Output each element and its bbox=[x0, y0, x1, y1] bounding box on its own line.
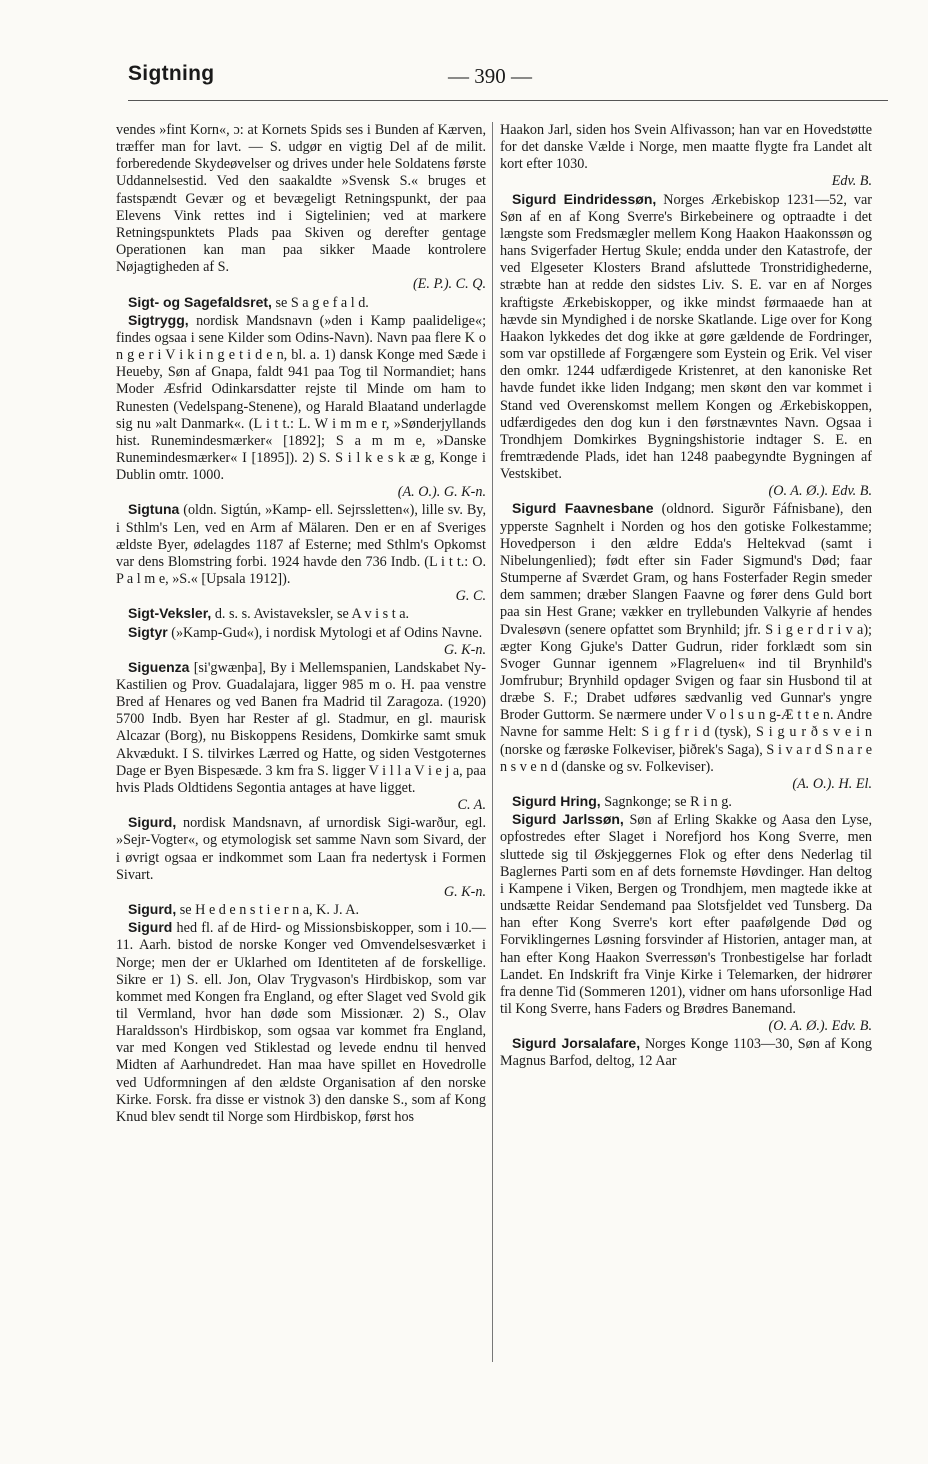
dictionary-entry bbox=[116, 122, 486, 294]
dictionary-entry bbox=[116, 659, 486, 814]
entry-text: Sagnkonge; se R i n g. bbox=[604, 794, 732, 811]
dictionary-entry bbox=[500, 191, 872, 501]
entry-headword: Sigt- og Sagefaldsret, bbox=[128, 293, 272, 310]
dictionary-entry bbox=[116, 605, 486, 623]
entry-headword: Sigurd Hring, bbox=[512, 793, 601, 810]
entry-headword: Sigt-Veksler, bbox=[128, 605, 212, 622]
entry-text: se H e d e n s t i e r n a, K. J. A. bbox=[179, 902, 360, 919]
entry-text: Haakon Jarl, siden hos Svein Alfivasson; han var en Hovedstøtte for det danske Vælde i Norge, men maatte flygte fra Landet alt kort efter 1030. bbox=[500, 122, 872, 173]
page-header bbox=[128, 62, 888, 98]
page-number: — 390 — bbox=[448, 64, 532, 88]
running-title: Sigtning bbox=[128, 62, 215, 85]
entry-text: d. s. s. Avistaveksler, se A v i s t a. bbox=[214, 606, 410, 623]
author-signature: (O. A. Ø.). Edv. B. bbox=[768, 483, 872, 500]
author-signature: (A. O.). G. K-n. bbox=[397, 484, 486, 501]
right-column bbox=[500, 122, 872, 1071]
author-signature: G. K-n. bbox=[443, 883, 486, 900]
author-signature: Edv. B. bbox=[831, 173, 872, 190]
entry-headword: Sigtyr bbox=[128, 623, 168, 640]
column-divider bbox=[492, 122, 493, 1362]
dictionary-entry bbox=[116, 901, 486, 919]
dictionary-entry bbox=[116, 624, 486, 659]
entry-headword: Siguenza bbox=[128, 658, 190, 675]
entry-headword: Sigtuna bbox=[128, 501, 180, 518]
entry-text: (oldn. Sigtún, »Kamp- ell. Sejrssletten«), lille sv. By, i Sthlm's Len, ved en Arm af Mälaren. Den er en af Sveriges ældste Byer, ødelagdes 1187 af Esterne; med Sthlm's Opkomst var dens Blomstring forbi. 1924 havde den 736 Indb. (L i t t.: O. P a l m e, »S.« [Upsala 1912]). bbox=[116, 502, 487, 588]
entry-headword: Sigtrygg, bbox=[128, 311, 189, 328]
entry-text: nordisk Mandsnavn, af urnordisk Sigi-warður, egl. »Sejr-Vogter«, og etymologisk set samme Navn som Sivard, der i øvrigt ogsaa er indkommet som Laan fra nedertysk i Formen Sivart. bbox=[116, 815, 487, 883]
left-column bbox=[116, 122, 486, 1126]
entry-text: se S a g e f a l d. bbox=[275, 294, 369, 311]
entry-headword: Sigurd Faavnesbane bbox=[512, 500, 654, 517]
entry-text: (»Kamp-Gud«), i nordisk Mytologi et af Odins Navne. bbox=[171, 624, 483, 641]
entry-text: Søn af Erling Skakke og Aasa den Lyse, opfostredes efter Slaget i Norefjord hos Kong Sverre, men sluttede sig til Øskjeggernes Flok og efter dens Nederlag til Baglernes Parti som en af dets fornemste Høvdinger. Han deltog i Kampene i Viken, Bergen og Trondhjem, men magtede ikke at undsætte Reidar Sendemand paa Slotsfjeldet ved Tunsberg. Da han efter Kong Sverre's kort efter paafølgende Død og Forviklingernes Løsning forsvinder af Historien, antager man, at han efter Kong Haakon Sverressøn's Tronbestigelse har forladt Landet. En Indskrift fra Vinje Kirke i Telemarken, der hidrører fra denne Tid (Sommeren 1201), vidner om hans uforsonlige Had til Kong Sverre, hans Faders og Brødres Banemand. bbox=[500, 812, 873, 1017]
header-rule bbox=[128, 100, 888, 101]
dictionary-entry bbox=[116, 294, 486, 312]
entry-text: hed fl. af de Hird- og Missionsbiskopper, som i 10.—11. Aarh. bistod de norske Konger ved Omvendelsesværket i Norge; men der er Uklarhed om Identiteten af de forskellige. Sikre er 1) S. ell. Jon, Olav Trygvason's Hirdbiskop, som var kommet med Kongen fra England, og efter Slaget ved Svold gik til Vermland, hvor han døde som Missionær. 2) S., Olav Haraldsson's Hirdbiskop, som ogsaa var kommet fra England, var med Kongen ved Stiklestad og levede endnu til henved Midten af Aarhundredet. Han maa have spillet en Hovedrolle ved Udformningen af den ældste Organisation af den norske Kirke. Forsk. fra disse er vistnok 3) den danske S., som af Kong Knud blev sendt til Norge som Hirdbiskop, først hos bbox=[116, 920, 486, 1125]
dictionary-entry bbox=[500, 122, 872, 191]
author-signature: G. K-n. bbox=[443, 641, 486, 658]
entry-text: (oldnord. Sigurðr Fáfnisbane), den ypperste Sagnhelt i Norden og hos den gotiske Folkestamme; Hovedperson i den ældre Edda's Heltekvad (samt i Nibelungenlied); født efter sin Fader Sigmund's Død; faar Stumperne af Sværdet Gram, og hans Fosterfader Regin smeder dem sammen; dræber Slangen Faavne og fører dens Guld bort paa sin Hest Grane; vækker en tryllebunden Valkyrie af hendes Dvalesøvn (senere opfattet som Brynhild; jfr. S i g e r d r i v a); ægter Kong Gjuke's Datter Gudrun, rider forklædt som sin Svoger Gunnar igennem »Flagreluen« ind til Brynhild's Jomfrubur; Brynhild opdager Svigen og faar sin Husbond til at dræbe S. F.; Drabet udføres sædvanlig ved Gunnar's yngre Broder Guttorm. Se nærmere under V o l s u n g-Æ t t e n. Andre Navne for samme Helt: S i g f r i d (tysk), S i g u r ð s v e i n (norske og færøske Folkeviser, þiðrek's Saga), S i v a r d S n a r e n s v e n d (danske og sv. Folkeviser). bbox=[500, 501, 872, 775]
dictionary-entry bbox=[116, 312, 486, 502]
author-signature: (O. A. Ø.). Edv. B. bbox=[768, 1018, 872, 1035]
author-signature: (E. P.). C. Q. bbox=[412, 276, 486, 293]
author-signature: G. C. bbox=[455, 588, 486, 605]
dictionary-entry bbox=[116, 919, 486, 1126]
entry-headword: Sigurd, bbox=[128, 814, 177, 831]
entry-text: Norges Konge 1103—30, Søn af Kong Magnus Barfod, deltog, 12 Aar bbox=[500, 1036, 872, 1070]
entry-headword: Sigurd bbox=[128, 919, 173, 936]
entry-text: vendes »fint Korn«, ɔ: at Kornets Spids ses i Bunden af Kærven, træffer man for lavt. — S. udgør en vigtig Del af de milit. forberedende Skydeøvelser og drives under hele Soldatens første Uddannelsestid. Ved den saakaldte »Svensk S.« bruges et fastspændt Gevær og et bevægeligt Retningspunkt, der paa Elevens Vink rettes ind i Sigtelinien; ved at markere Retningspunktets Plads paa Skiven og derefter gentage Operationen kan man paa sikker Maade kontrolere Nøjagtigheden af S. bbox=[116, 122, 486, 276]
entry-headword: Sigurd Jarlssøn, bbox=[512, 811, 624, 828]
dictionary-entry bbox=[116, 501, 486, 605]
entry-text: [si'gwænþa], By i Mellemspanien, Landskabet Ny-Kastilien og Prov. Guadalajara, ligger 985 m o. H. paa venstre Bred af Henares og ved Banen fra Madrid til Zaragoza. (1920) 5700 Indb. Byen har Rester af gl. Stadmur, en gl. maurisk Alcazar (Borg), nu Biskoppens Residens, Domkirke samt smuk Akvædukt. I S. tilvirkes Lærred og Hatte, og siden Vestgoternes Dage er Byen Bispesæde. 3 km fra S. ligger V i l l a V i e j a, paa hvis Plads Oldtidens Segontia antages at have ligget. bbox=[116, 659, 487, 796]
dictionary-entry bbox=[500, 500, 872, 793]
author-signature: (A. O.). H. El. bbox=[792, 775, 872, 792]
dictionary-entry bbox=[116, 814, 486, 901]
author-signature: C. A. bbox=[457, 797, 486, 814]
dictionary-entry bbox=[500, 793, 872, 811]
entry-headword: Sigurd Eindridessøn, bbox=[512, 190, 657, 207]
entry-headword: Sigurd Jorsalafare, bbox=[512, 1035, 641, 1052]
entry-text: nordisk Mandsnavn (»den i Kamp paalidelige«; findes ogsaa i sene Kilder som Odins-Navn). Navn paa flere K o n g e r i V i k i n g e t i d e n, bl. a. 1) dansk Konge med Sæde i Heueby, Søn af Gnapa, faldt 941 paa Tog til Normandiet; hans Moder Æsfrid Odinkarsdatter rejste til Minde om ham to Runesten (Vedelspang-Stenene), og Harald Blaatand underlagde sig nu »alt Danmark«. (L i t t.: L. W i m m e r, »Sønderjyllands hist. Runemindesmærker« [1892]; S a m m e, »Danske Runemindesmærker« I [1895]). 2) S. S i l k e s k æ g, Konge i Dublin omtr. 1000. bbox=[116, 312, 487, 484]
dictionary-entry bbox=[500, 811, 872, 1035]
entry-headword: Sigurd, bbox=[128, 901, 177, 918]
entry-text: Norges Ærkebiskop 1231—52, var Søn af en af Kong Sverre's Birkebeinere og optraadte i det længste som Fredsmægler mellem Kong Haakon Haakonssøn og hans Svigerfader Hertug Skule; endda under den Katastrofe, der ved Elgeseter Klosters Brand afsluttede Tronstridighederne, stræbte han at redde den sidstes Liv. S. E. var en af Norges kraftigste Ærkebiskopper, og ikke mindst førmaaede han at hævde sin Myndighed i de norske Skatlande. Lige over for Kong Haakon lykkedes det dog ikke at gøre gældende de Fordringer, som var opstillede af Forgængere som Eystein og Erik. Vel viser den omkr. 1244 udfærdigede Kristenret, at den kanoniske Ret havde fundet ikke liden Indgang; men skønt den var kommet i Stand ved Overenskomst mellem Kongen og Ærkebiskoppen, udfærdigedes den dog kun i den førstnævntes Navn. Ogsaa i Trondhjem Domkirkes Bygningshistorie indtager S. E. en fremtrædende Plads, idet han 1248 paabegyndte Bygningen af Vestskibet. bbox=[500, 191, 873, 483]
dictionary-entry bbox=[500, 1035, 872, 1070]
